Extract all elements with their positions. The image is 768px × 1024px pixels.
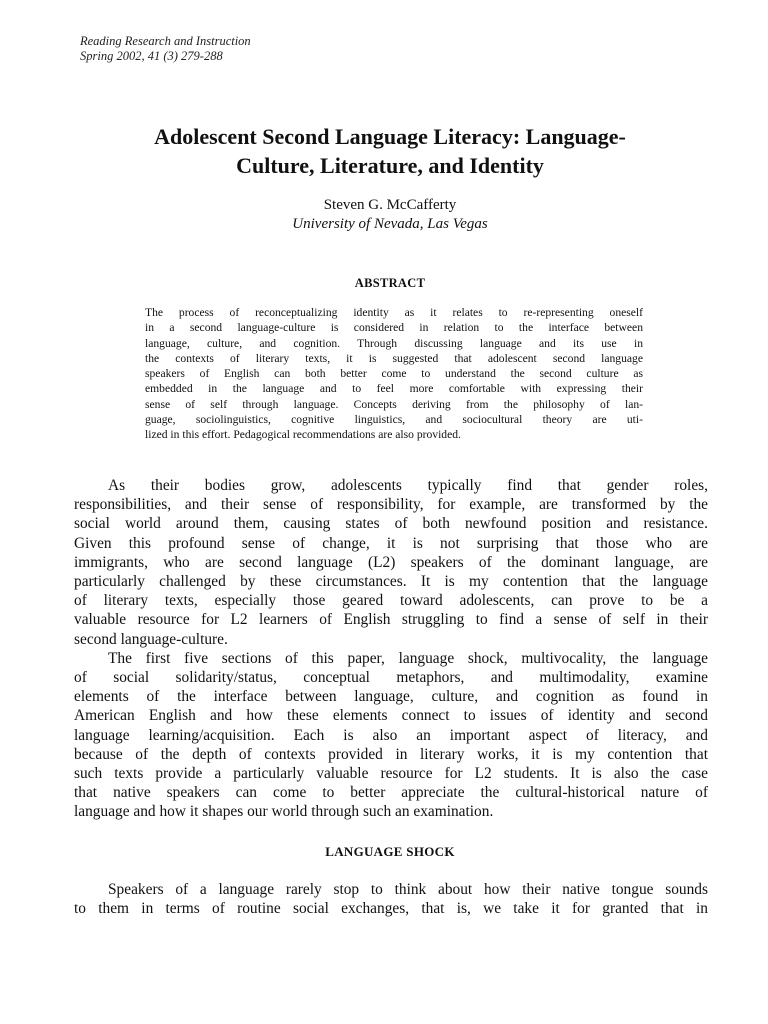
body-line: social world around them, causing states of both newfound position and resistance. [74, 515, 708, 533]
abstract-heading: ABSTRACT [354, 276, 426, 290]
body-line: valuable resource for L2 learners of English struggling to find a sense of self in their [74, 611, 708, 629]
running-header [80, 34, 251, 64]
body-line: because of the depth of contexts provided in literary works, it is my contention that [74, 745, 708, 763]
abstract-line: The process of reconceptualizing identity as it relates to re-representing oneself [145, 306, 643, 319]
abstract-line: the contexts of literary texts, it is suggested that adolescent second language [145, 351, 643, 365]
body-line: immigrants, who are second language (L2) speakers of the dominant language, are [74, 553, 708, 571]
body-line: As their bodies grow, adolescents typically find that gender roles, [108, 477, 708, 494]
body-line: responsibilities, and their sense of responsibility, for example, are transformed by the [74, 496, 708, 514]
abstract-line: sense of self through language. Concepts deriving from the philosophy of lan- [145, 397, 643, 411]
body-line: of literary texts, especially those geared toward adolescents, can prove to be a [74, 592, 708, 610]
body-line: particularly challenged by these circumstances. It is my contention that the language [74, 573, 708, 591]
paper-title [60, 122, 720, 180]
section-body-text [74, 880, 708, 918]
abstract-line: lized in this effort. Pedagogical recommendations are also provided. [145, 428, 461, 442]
body-line: Given this profound sense of change, it is not surprising that those who are [74, 534, 708, 552]
author-affiliation: University of Nevada, Las Vegas [292, 216, 488, 232]
issue-info: Spring 2002, 41 (3) 279-288 [80, 49, 223, 63]
body-line: of social solidarity/status, conceptual metaphors, and multimodality, examine [74, 669, 708, 687]
body-line: Speakers of a language rarely stop to think about how their native tongue sounds [108, 881, 708, 898]
abstract-line: speakers of English can both better come to understand the second culture as [145, 367, 643, 381]
body-line: elements of the interface between language, culture, and cognition as found in [74, 688, 708, 706]
body-line: second language-culture. [74, 630, 228, 648]
abstract-line: language, culture, and cognition. Through discussing language and its use in [145, 336, 643, 350]
abstract-line: guage, sociolinguistics, cognitive linguistics, and sociocultural theory are uti- [145, 413, 643, 427]
title-line-2: Culture, Literature, and Identity [236, 153, 544, 178]
body-line: American English and how these elements connect to issues of identity and second [74, 707, 708, 725]
journal-name: Reading Research and Instruction [80, 34, 251, 48]
body-line: language and how it shapes our world through such an examination. [74, 803, 494, 821]
body-line: that native speakers can come to better appreciate the cultural-historical nature of [74, 784, 708, 802]
body-line: language learning/acquisition. Each is also an important aspect of literacy, and [74, 726, 708, 744]
body-line: to them in terms of routine social exchanges, that is, we take it for granted that in [74, 900, 708, 918]
body-line: such texts provide a particularly valuable resource for L2 students. It is also the case [74, 765, 708, 783]
title-line-1: Adolescent Second Language Literacy: Language- [154, 124, 626, 149]
author-block [60, 196, 720, 234]
abstract-line: in a second language-culture is considered in relation to the interface between [145, 321, 643, 335]
author-name: Steven G. McCafferty [323, 197, 457, 213]
body-line: The first five sections of this paper, language shock, multivocality, the language [108, 649, 708, 667]
abstract-line: embedded in the language and to feel more comfortable with expressing their [145, 382, 643, 396]
abstract-body [145, 305, 643, 443]
body-text [74, 476, 708, 822]
section-heading: LANGUAGE SHOCK [325, 844, 455, 859]
